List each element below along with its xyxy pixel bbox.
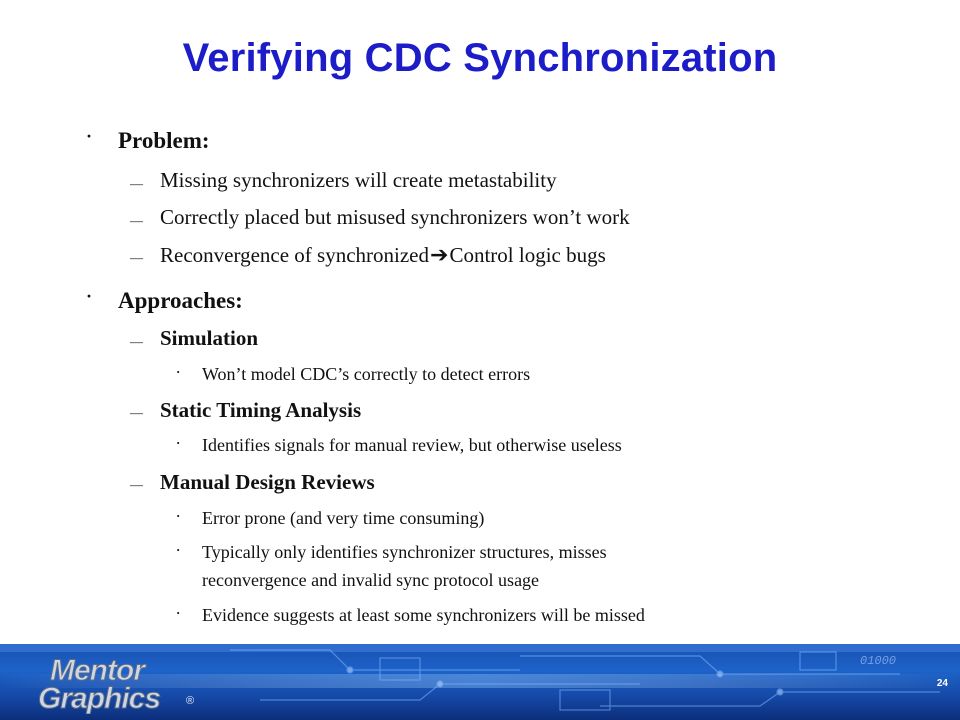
approach-simulation: Simulation bbox=[160, 326, 259, 350]
bullet-marker: · bbox=[176, 435, 181, 450]
approach-sta: Static Timing Analysis bbox=[160, 398, 362, 422]
dash-marker: — bbox=[130, 334, 143, 349]
bullet-marker: · bbox=[176, 542, 181, 557]
approaches-heading: Approaches: bbox=[118, 288, 243, 313]
page-number: 24 bbox=[936, 678, 948, 689]
svg-text:Graphics: Graphics bbox=[38, 682, 161, 714]
approach-note: Evidence suggests at least some synchronizers will be missed bbox=[202, 605, 645, 625]
bullet-marker: · bbox=[176, 605, 181, 620]
slide-title: Verifying CDC Synchronization bbox=[182, 36, 778, 80]
dash-marker: — bbox=[130, 176, 143, 191]
svg-text:Mentor: Mentor bbox=[50, 654, 144, 687]
problem-item: Missing synchronizers will create metastability bbox=[160, 168, 557, 192]
problem-item: Correctly placed but misused synchronizers won’t work bbox=[160, 205, 630, 229]
approach-note: Identifies signals for manual review, but otherwise useless bbox=[202, 435, 622, 455]
dash-marker: — bbox=[130, 213, 143, 228]
approach-note: Error prone (and very time consuming) bbox=[202, 508, 485, 528]
dash-marker: — bbox=[130, 405, 143, 420]
bullet-marker: · bbox=[86, 286, 93, 306]
footer-banner bbox=[0, 644, 960, 720]
problem-item-reconvergence bbox=[160, 242, 606, 268]
right-arrow-icon: ➔ bbox=[430, 242, 449, 267]
svg-text:®: ® bbox=[186, 695, 195, 707]
circuit-digits: 01000 bbox=[860, 654, 897, 668]
reconvergence-text: Reconvergence of synchronized bbox=[160, 243, 430, 267]
problem-heading: Problem: bbox=[118, 128, 210, 153]
approach-note-continued: reconvergence and invalid sync protocol usage bbox=[202, 570, 540, 590]
approach-reviews: Manual Design Reviews bbox=[160, 470, 375, 494]
dash-marker: — bbox=[130, 477, 143, 492]
control-logic-text: Control logic bugs bbox=[449, 243, 606, 267]
bullet-marker: · bbox=[86, 126, 93, 146]
approach-note: Won’t model CDC’s correctly to detect errors bbox=[202, 364, 531, 384]
dash-marker: — bbox=[130, 250, 143, 265]
approach-note: Typically only identifies synchronizer structures, misses bbox=[202, 542, 607, 562]
bullet-marker: · bbox=[176, 364, 181, 379]
bullet-marker: · bbox=[176, 508, 181, 523]
mentor-graphics-logo bbox=[36, 652, 206, 714]
